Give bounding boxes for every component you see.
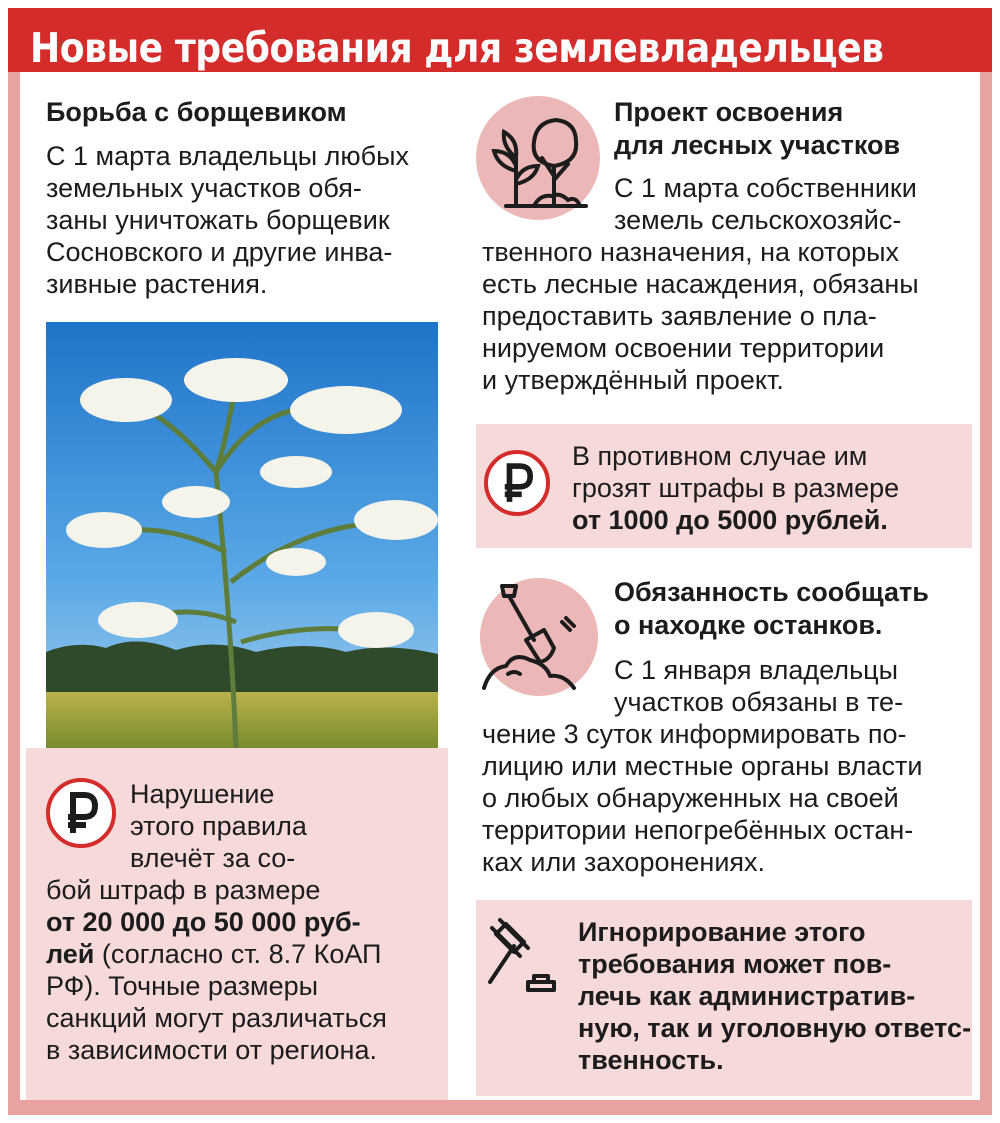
gavel-icon [484,916,564,996]
ruble-icon [484,450,550,516]
tree-plant-icon [476,96,600,220]
forest-heading: Проект освоения для лесных участков [614,97,901,160]
forest-fine-text: В противном случае им грозят штрафы в размере от 1000 до 5000 рублей. [572,441,900,535]
ruble-icon [46,778,116,848]
hogweed-fine-text-2: бой штраф в размере от 20 000 до 50 000 руб- лей (согласно ст. 8.7 КоАП РФ). Точные размеры санкций могут различаться в зависимости от региона. [46,875,387,1065]
hogweed-photo [46,322,438,748]
remains-text-a: С 1 января владельцы участков обязаны в те- [614,655,904,717]
forest-text-a: С 1 марта собственники земель сельскохозяйс- [614,173,917,235]
liability-text: Игнорирование этого требования может пов- лечь как административ- ную, так и уголовную ответс- твенность. [578,917,972,1075]
page-title: Новые требования для землевладельцев [30,24,884,72]
hogweed-text: С 1 марта владельцы любых земельных участков обя- заны уничтожать борщевик Сосновского и другие инва- зивные растения. [46,141,410,299]
remains-text-b: чение 3 суток информировать по- лицию или местные органы власти о любых обнаруженных на своей территории непогребённых остан- ках или захоронениях. [482,719,923,877]
forest-text-b: твенного назначения, на которых есть лесные насаждения, обязаны предоставить заявление о пла- нируемом освоении территории и утверждённый проект. [482,237,919,395]
hogweed-fine-text: Нарушение этого правила влечёт за со- [130,779,307,873]
title-bar [8,8,992,72]
shovel-icon [480,578,598,696]
hogweed-heading: Борьба с борщевиком [46,97,347,127]
remains-heading: Обязанность сообщать о находке останков. [614,577,929,640]
